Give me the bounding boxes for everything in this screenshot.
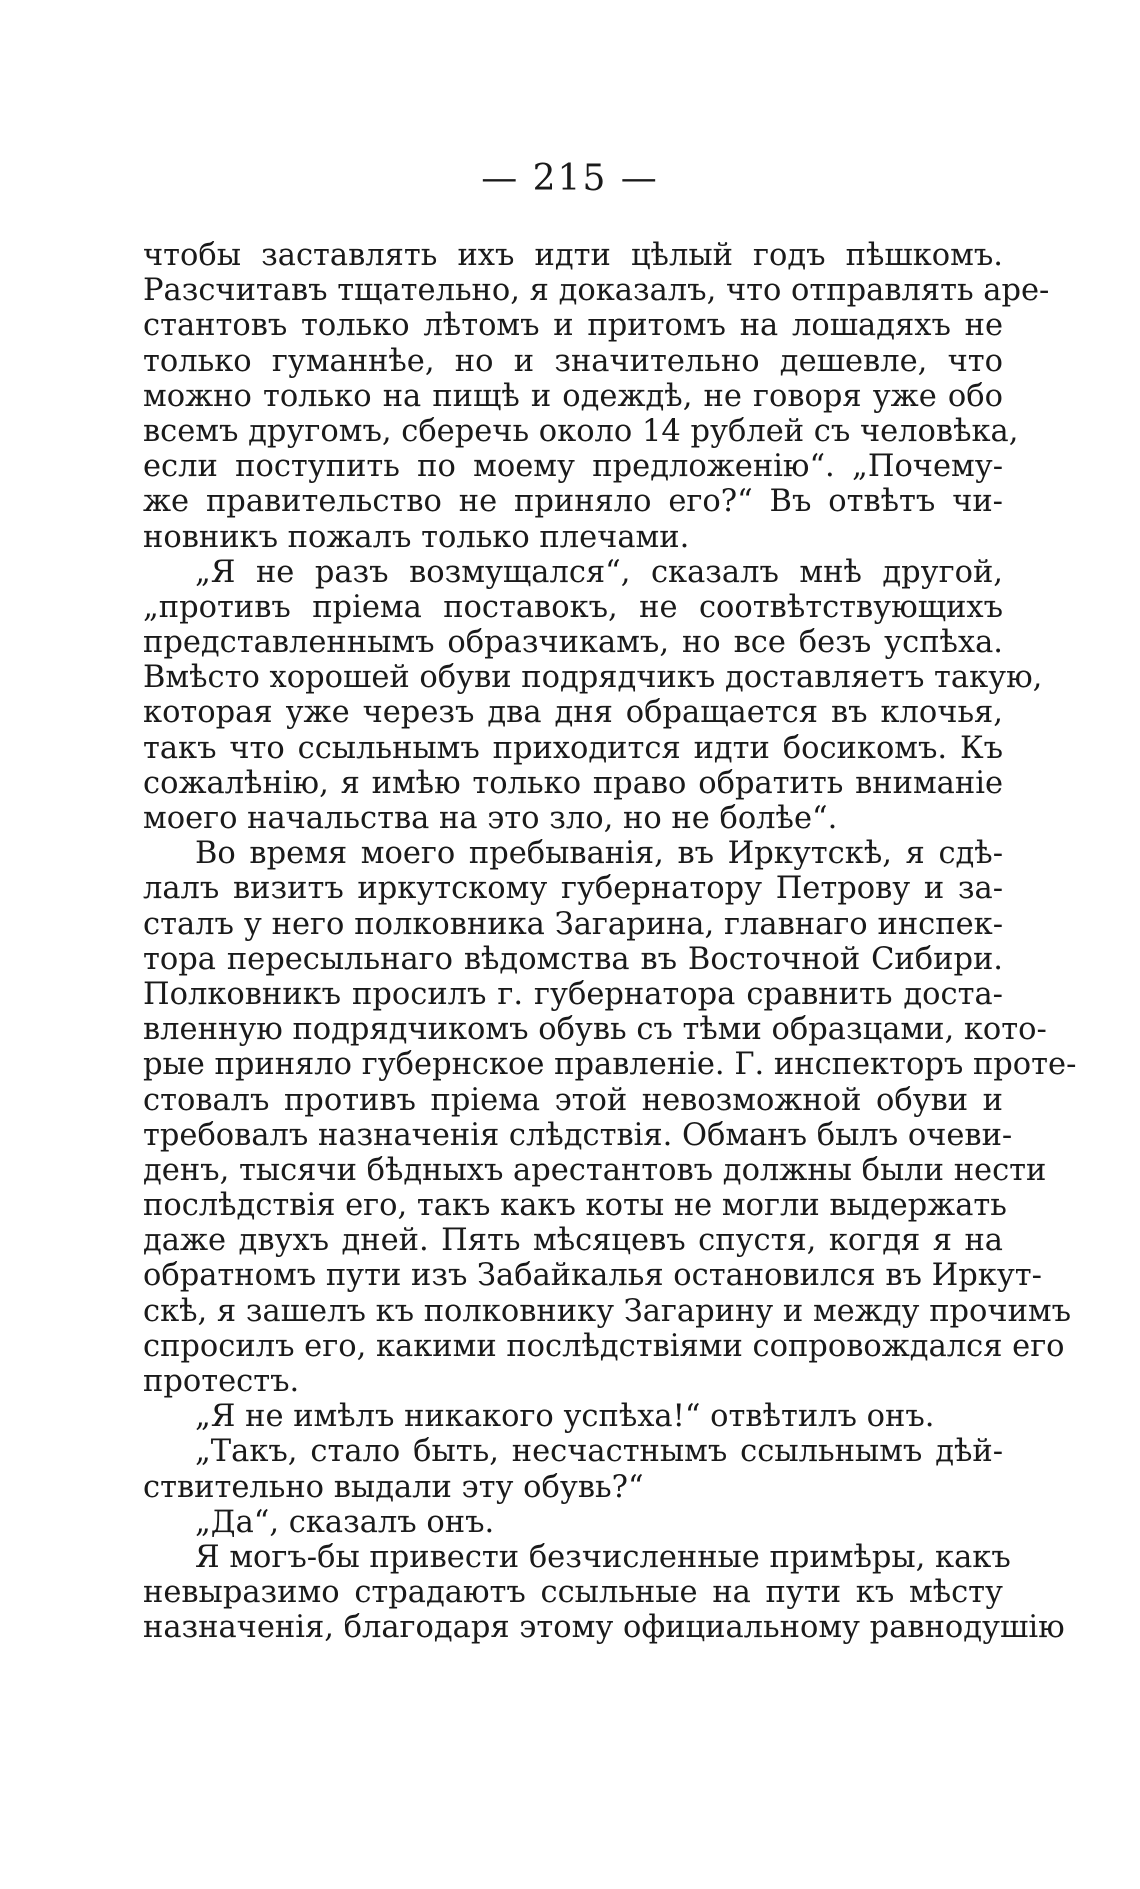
text-line: скѣ, я зашелъ къ полковнику Загарину и между прочимъ xyxy=(143,1293,1072,1329)
text-line: чтобы заставлять ихъ идти цѣлый годъ пѣшкомъ. xyxy=(143,238,1003,273)
text-line: протестъ. xyxy=(143,1364,300,1399)
text-line: только гуманнѣе, но и значительно дешевле, что xyxy=(143,343,1003,379)
text-line: Во время моего пребыванія, въ Иркутскѣ, я сдѣ- xyxy=(195,836,1003,872)
text-line: требовалъ назначенія слѣдствія. Обманъ былъ очеви- xyxy=(143,1117,1013,1153)
text-line: Разсчитавъ тщательно, я доказалъ, что отправлять аре- xyxy=(143,273,1050,309)
text-line: даже двухъ дней. Пять мѣсяцевъ спустя, когдя я на xyxy=(143,1223,1003,1259)
text-line: рые приняло губернское правленіе. Г. инспекторъ проте- xyxy=(143,1047,1077,1083)
text-line: назначенія, благодаря этому официальному равнодушію xyxy=(143,1610,1065,1646)
text-line: Полковникъ просилъ г. губернатора сравнить доста- xyxy=(143,976,1003,1012)
text-line: „Да“, сказалъ онъ. xyxy=(195,1504,495,1540)
text-line: которая уже черезъ два дня обращается въ клочья, xyxy=(143,695,1003,731)
text-line: Вмѣсто хорошей обуви подрядчикъ доставляетъ такую, xyxy=(143,660,1043,696)
text-line: „Я не разъ возмущался“, сказалъ мнѣ другой, xyxy=(195,554,1003,590)
text-line: „Такъ, стало быть, несчастнымъ ссыльнымъ дѣй- xyxy=(195,1434,1003,1470)
text-line: невыразимо страдаютъ ссыльные на пути къ мѣсту xyxy=(143,1575,1003,1611)
text-line: „противъ пріема поставокъ, не соотвѣтствующихъ xyxy=(143,589,1003,625)
text-line: же правительство не приняло его?“ Въ отвѣтъ чи- xyxy=(143,484,1003,520)
text-line: сталъ у него полковника Загарина, главнаго инспек- xyxy=(143,906,1003,942)
text-line: „Я не имѣлъ никакого успѣха!“ отвѣтилъ онъ. xyxy=(195,1399,935,1435)
text-line: ствительно выдали эту обувь?“ xyxy=(143,1469,644,1505)
text-line: тора пересыльнаго вѣдомства въ Восточной Сибири. xyxy=(143,941,1003,977)
text-line: новникъ пожалъ только плечами. xyxy=(143,519,690,555)
page-number: — 215 — xyxy=(481,158,659,199)
text-line: представленнымъ образчикамъ, но все безъ успѣха. xyxy=(143,625,1003,661)
text-line: такъ что ссыльнымъ приходится идти босикомъ. Къ xyxy=(143,730,1003,766)
text-line: стовалъ противъ пріема этой невозможной обуви и xyxy=(143,1082,1003,1118)
text-line: если поступить по моему предложенію“. „Почему- xyxy=(143,449,1003,485)
text-line: обратномъ пути изъ Забайкалья остановился въ Иркут- xyxy=(143,1258,1042,1294)
body-text xyxy=(143,238,1077,1646)
text-line: стантовъ только лѣтомъ и притомъ на лошадяхъ не xyxy=(143,308,1003,344)
text-line: послѣдствія его, такъ какъ коты не могли выдержать xyxy=(143,1188,1007,1224)
text-line: моего начальства на это зло, но не болѣе“. xyxy=(143,801,838,836)
text-line: денъ, тысячи бѣдныхъ арестантовъ должны были нести xyxy=(143,1152,1047,1188)
text-line: Я могъ-бы привести безчисленные примѣры, какъ xyxy=(195,1539,1011,1575)
text-line: можно только на пищѣ и одеждѣ, не говоря уже обо xyxy=(143,378,1003,414)
text-line: вленную подрядчикомъ обувь съ тѣми образцами, кото- xyxy=(143,1012,1047,1048)
text-line: лалъ визитъ иркутскому губернатору Петрову и за- xyxy=(143,871,1003,907)
text-line: спросилъ его, какими послѣдствіями сопровождался его xyxy=(143,1328,1065,1364)
text-line: сожалѣнію, я имѣю только право обратить вниманіе xyxy=(143,765,1003,801)
text-line: всемъ другомъ, сберечь около 14 рублей съ человѣка, xyxy=(143,413,1019,449)
